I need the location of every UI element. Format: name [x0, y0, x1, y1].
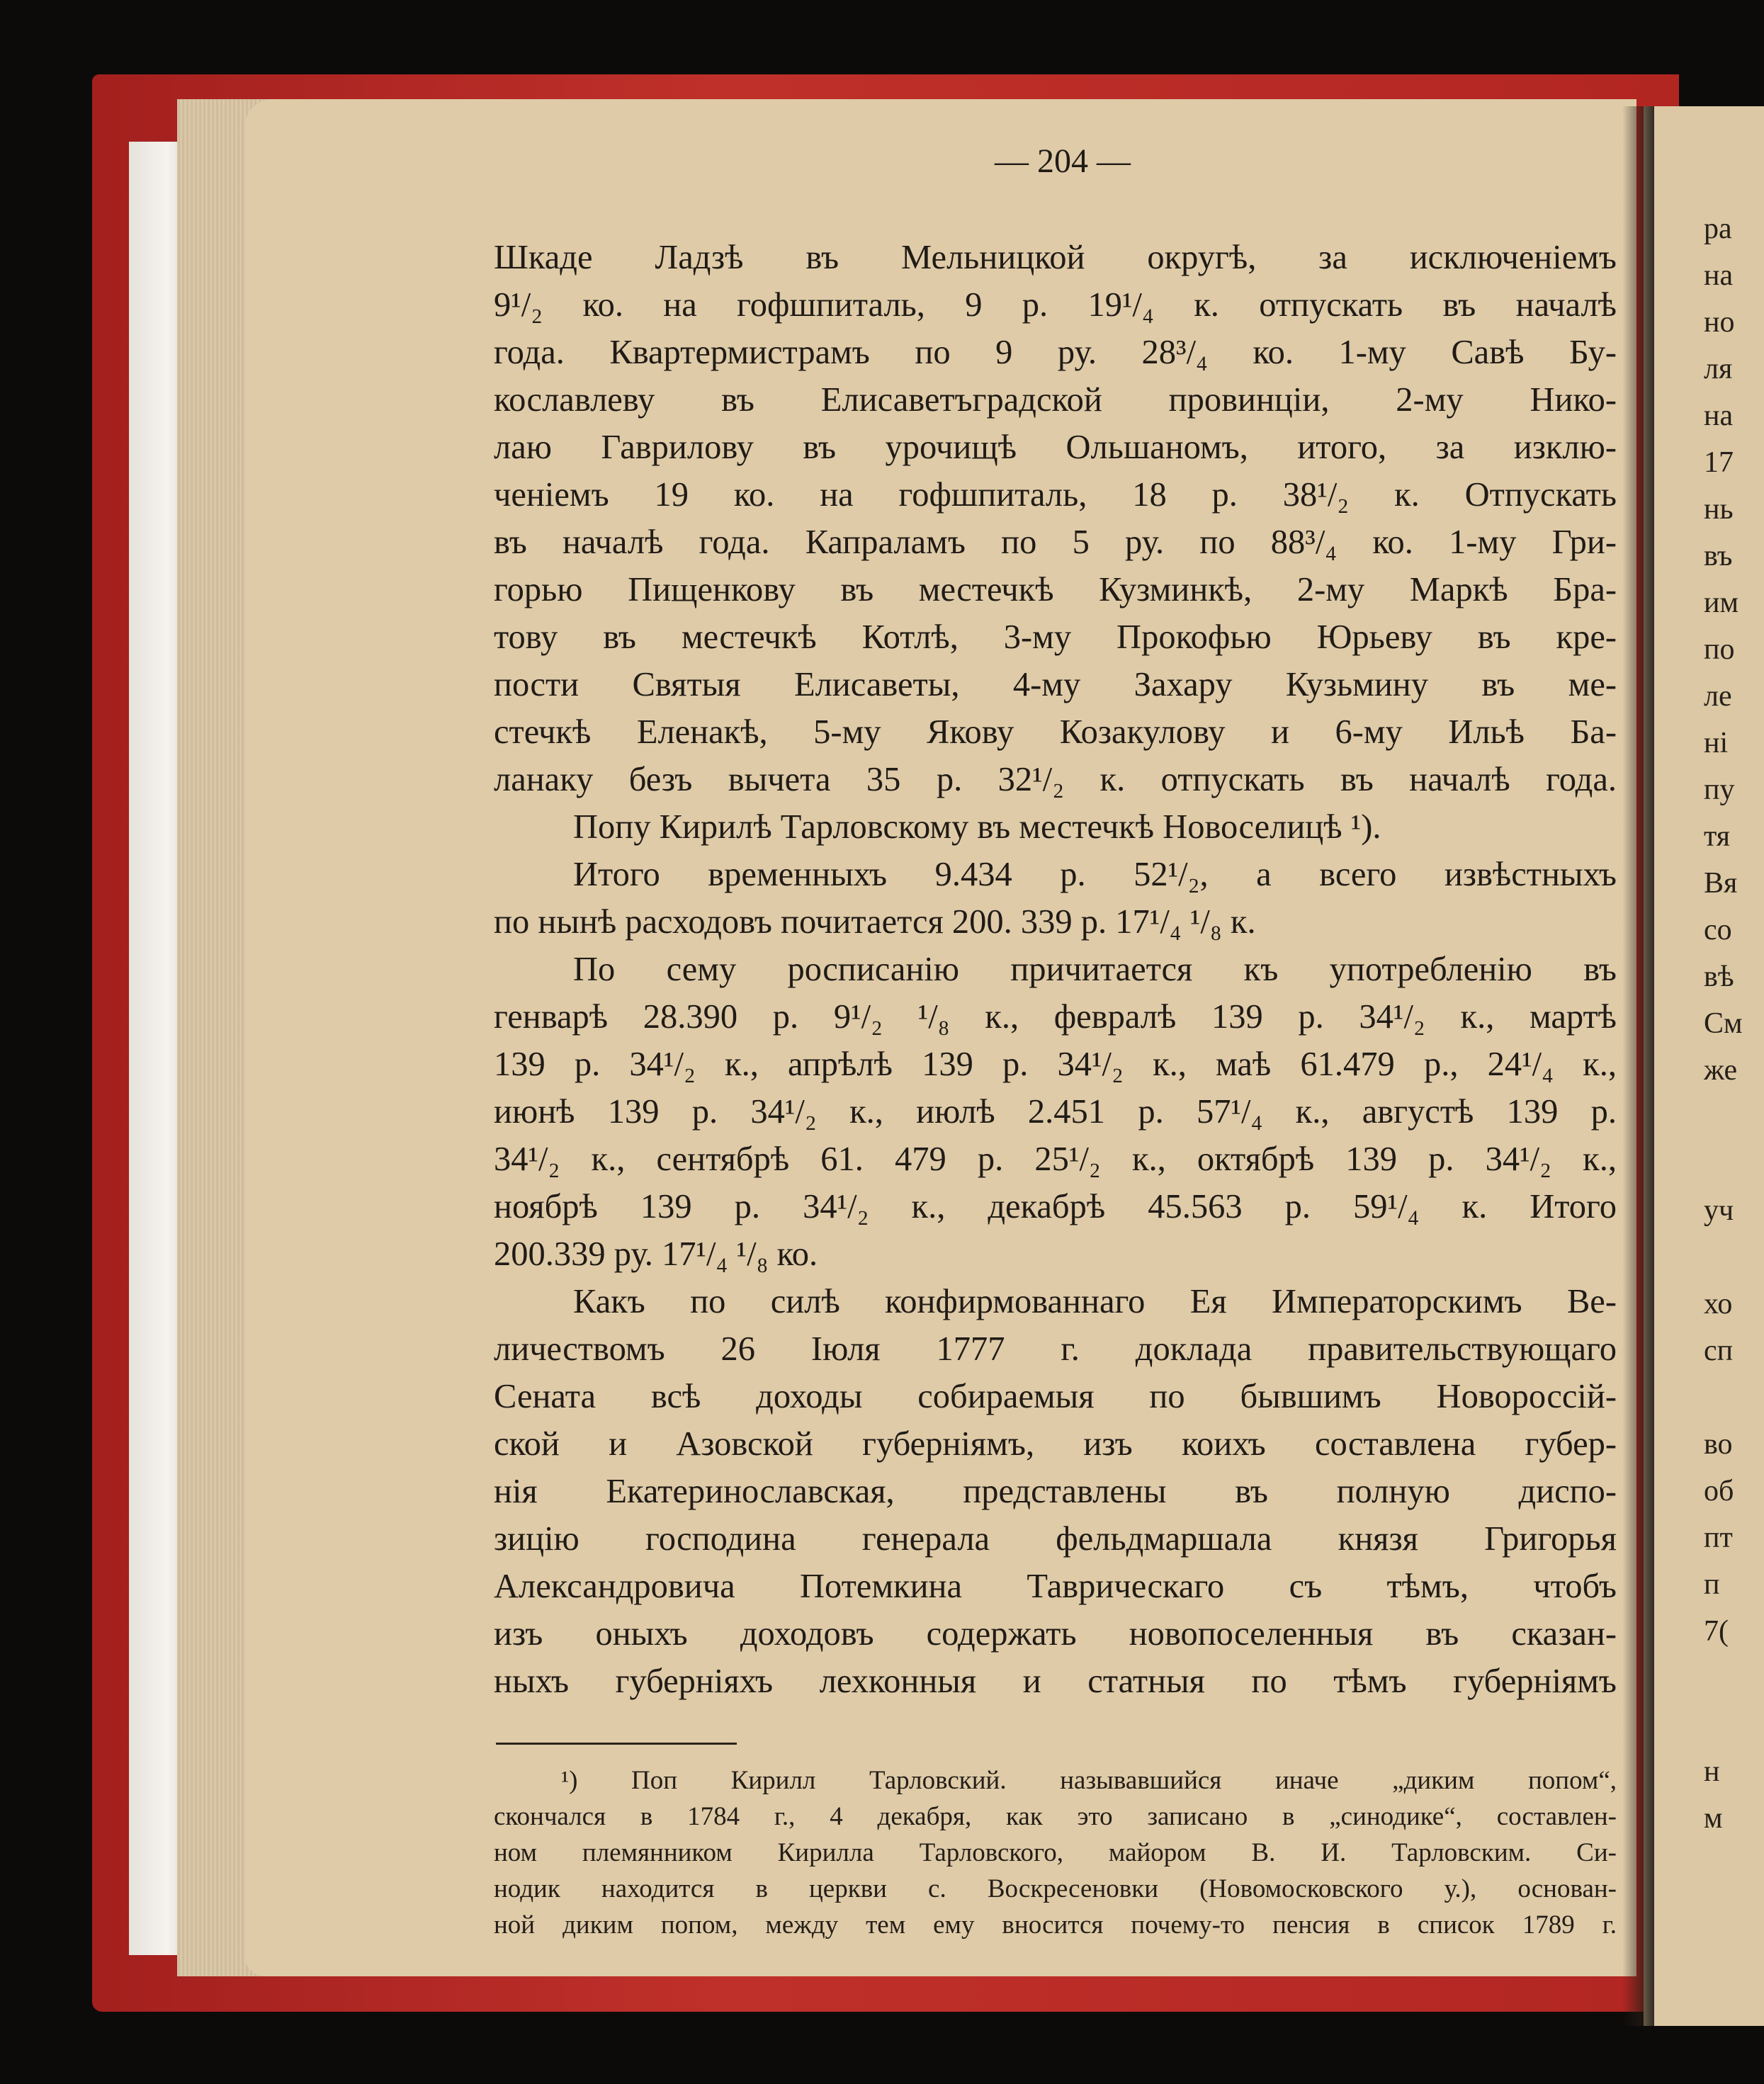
text-line: Александровича Потемкина Таврическаго съ тѣмъ, чтобъ — [494, 1568, 1617, 1605]
footnote — [494, 1762, 1617, 1943]
adjacent-line-fragment: вѣ — [1704, 961, 1734, 993]
footnote-line: ном племянником Кирилла Тарловского, майором В. И. Тарловским. Си- — [494, 1838, 1617, 1867]
text-line: Попу Кирилѣ Тарловскому въ местечкѣ Новоселицѣ ¹). — [573, 808, 1381, 846]
adjacent-line-fragment: им — [1704, 587, 1739, 619]
text-line: личествомъ 26 Іюля 1777 г. доклада правительствующаго — [494, 1330, 1617, 1368]
text-line: ской и Азовской губерніямъ, изъ коихъ составлена губер- — [494, 1425, 1617, 1463]
footnote-rule — [496, 1743, 737, 1745]
adjacent-line-fragment: м — [1704, 1802, 1723, 1835]
adjacent-line-fragment: пт — [1704, 1522, 1733, 1554]
text-line: ченіемъ 19 ко. на гофшпиталь, 18 р. 38¹/₂ к. Отпускать — [494, 476, 1617, 514]
adjacent-line-fragment: пу — [1704, 774, 1735, 806]
text-line: 34¹/₂ к., сентябрѣ 61. 479 р. 25¹/₂ к., октябрѣ 139 р. 34¹/₂ к., — [494, 1140, 1617, 1178]
adjacent-line-fragment: но — [1704, 306, 1735, 339]
text-line: по нынѣ расходовъ почитается 200. 339 р. 17¹/₄ ¹/₈ к. — [494, 903, 1256, 941]
footnote-line: ной диким попом, между тем ему вносится почему-то пенсия в список 1789 г. — [494, 1910, 1617, 1939]
text-line: ноябрѣ 139 р. 34¹/₂ к., декабрѣ 45.563 р. 59¹/₄ к. Итого — [494, 1188, 1617, 1225]
adjacent-line-fragment — [1704, 1234, 1764, 1281]
text-line: 139 р. 34¹/₂ к., апрѣлѣ 139 р. 34¹/₂ к., маѣ 61.479 р., 24¹/₄ к., — [494, 1046, 1617, 1083]
adjacent-line-fragment: сп — [1704, 1335, 1734, 1367]
adjacent-line-fragment: ні — [1704, 727, 1729, 759]
adjacent-line-fragment — [1704, 1094, 1764, 1140]
adjacent-line-fragment: во — [1704, 1428, 1733, 1461]
adjacent-line-fragment — [1704, 1701, 1764, 1748]
text-line: зицію господина генерала фельдмаршала князя Григорья — [494, 1520, 1617, 1558]
adjacent-line-fragment: на — [1704, 259, 1734, 292]
page-gutter — [1622, 106, 1654, 2026]
text-line: тову въ местечкѣ Котлѣ, 3-му Прокофью Юрьеву въ кре- — [494, 618, 1617, 656]
text-line: ныхъ губерніяхъ лехконныя и статныя по тѣмъ губерніямъ — [494, 1663, 1617, 1700]
adjacent-line-fragment: ле — [1704, 680, 1732, 713]
text-line: года. Квартермистрамъ по 9 ру. 28³/₄ ко. 1-му Савѣ Бу- — [494, 334, 1617, 371]
text-line: нія Екатеринославская, представлены въ полную диспо- — [494, 1473, 1617, 1510]
adjacent-line-fragment — [1704, 1374, 1764, 1421]
text-line: стечкѣ Еленакѣ, 5-му Якову Козакулову и 6-му Ильѣ Ба- — [494, 713, 1617, 751]
footnote-line: нодик находится в церкви с. Воскресеновки (Новомосковского у.), основан- — [494, 1874, 1617, 1903]
text-line: ланаку безъ вычета 35 р. 32¹/₂ к. отпускать въ началѣ года. — [494, 761, 1617, 798]
text-line: Какъ по силѣ конфирмованнаго Ея Императорскимъ Ве- — [573, 1283, 1617, 1320]
adjacent-line-fragment: ля — [1704, 353, 1733, 385]
adjacent-line-fragment — [1704, 1655, 1764, 1701]
adjacent-line-fragment: н — [1704, 1755, 1720, 1788]
main-text — [494, 234, 1617, 1705]
text-line: Сената всѣ доходы собираемыя по бывшимъ Новороссій- — [494, 1378, 1617, 1415]
adjacent-line-fragment: на — [1704, 400, 1734, 432]
adjacent-line-fragment: об — [1704, 1475, 1734, 1507]
text-line: генварѣ 28.390 р. 9¹/₂ ¹/₈ к., февралѣ 139 р. 34¹/₂ к., мартѣ — [494, 998, 1617, 1036]
adjacent-line-fragment: нь — [1704, 493, 1734, 526]
text-line: въ началѣ года. Капраламъ по 5 ру. по 88³/₄ ко. 1-му Гри- — [494, 523, 1617, 561]
adjacent-line-fragment: ра — [1704, 213, 1732, 245]
text-line: По сему росписанію причитается къ употребленію въ — [573, 951, 1617, 988]
adjacent-line-fragment: хо — [1704, 1288, 1733, 1320]
text-line: пости Святыя Елисаветы, 4-му Захару Кузьмину въ ме- — [494, 666, 1617, 703]
text-line: горью Пищенкову въ местечкѣ Кузминкѣ, 2-му Маркѣ Бра- — [494, 571, 1617, 608]
text-line: кославлеву въ Елисаветъградской провинціи, 2-му Нико- — [494, 381, 1617, 419]
adjacent-line-fragment: со — [1704, 914, 1732, 946]
text-line: 9¹/₂ ко. на гофшпиталь, 9 р. 19¹/₄ к. отпускать въ началѣ — [494, 286, 1617, 324]
adjacent-line-fragment: въ — [1704, 540, 1733, 572]
text-line: 200.339 ру. 17¹/₄ ¹/₈ ко. — [494, 1235, 818, 1273]
text-line: лаю Гаврилову въ урочищѣ Ольшаномъ, итого, за изклю- — [494, 429, 1617, 466]
adjacent-line-fragment: же — [1704, 1054, 1738, 1087]
adjacent-line-fragment: 7( — [1704, 1615, 1729, 1648]
footnote-line: скончался в 1784 г., 4 декабря, как это записано в „синодике“, составлен- — [494, 1802, 1617, 1831]
adjacent-line-fragment: 17 — [1704, 446, 1734, 479]
text-line: Шкаде Ладзѣ въ Мельницкой округѣ, за исключеніемъ — [494, 239, 1617, 276]
text-line: изъ оныхъ доходовъ содержать новопоселенныя въ сказан- — [494, 1615, 1617, 1653]
adjacent-page-text — [1704, 205, 1764, 1842]
text-line: Итого временныхъ 9.434 р. 52¹/₂, а всего извѣстныхъ — [573, 856, 1617, 893]
adjacent-line-fragment — [1704, 1140, 1764, 1187]
footnote-line: ¹) Поп Кирилл Тарловский. называвшийся иначе „диким попом“, — [561, 1766, 1617, 1795]
adjacent-line-fragment: См — [1704, 1007, 1743, 1040]
adjacent-line-fragment: тя — [1704, 820, 1731, 853]
adjacent-line-fragment: по — [1704, 633, 1735, 666]
adjacent-line-fragment: Вя — [1704, 867, 1738, 900]
adjacent-line-fragment: п — [1704, 1568, 1720, 1601]
text-line: июнѣ 139 р. 34¹/₂ к., июлѣ 2.451 р. 57¹/₄ к., августѣ 139 р. — [494, 1093, 1617, 1131]
page-number: — 204 — — [995, 142, 1131, 180]
adjacent-line-fragment: уч — [1704, 1194, 1734, 1227]
